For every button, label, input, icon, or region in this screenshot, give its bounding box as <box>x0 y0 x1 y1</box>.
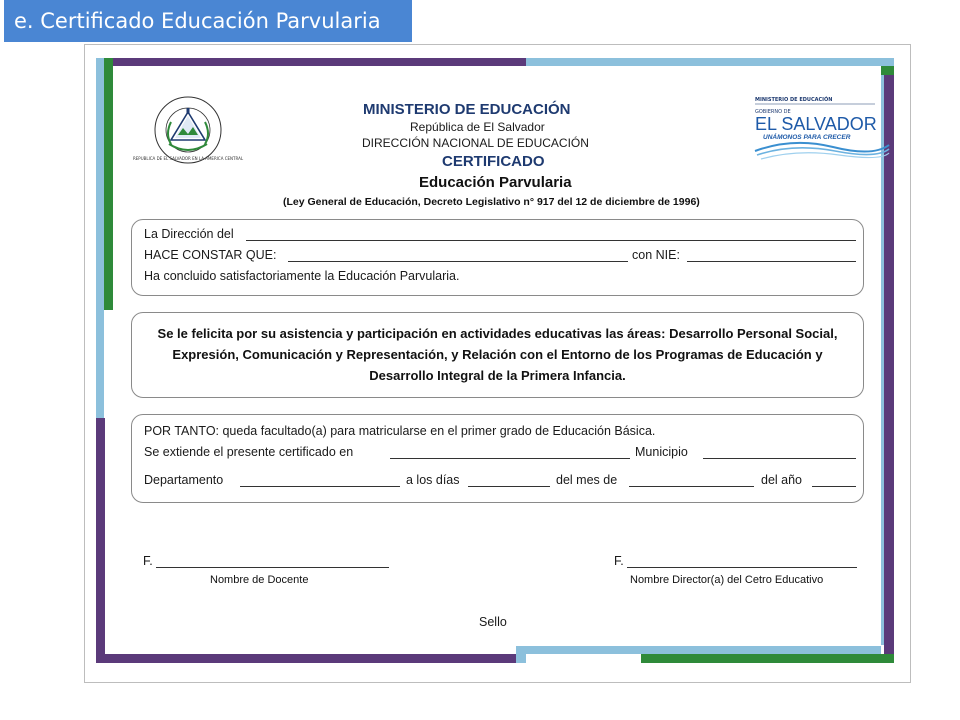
box-constancia <box>131 219 864 296</box>
label-anio: del año <box>761 473 803 487</box>
box-felicitacion <box>131 312 864 398</box>
logo-pais: EL SALVADOR <box>755 114 877 134</box>
field-anio[interactable] <box>812 486 856 487</box>
slide-title: e. Certificado Educación Parvularia <box>4 0 412 42</box>
header-republica: República de El Salvador <box>410 120 545 134</box>
text-por-tanto: POR TANTO: queda facultado(a) para matricularse en el primer grado de Educación Básica. <box>144 424 656 438</box>
border-left-purple <box>96 418 105 663</box>
logo-ministerio: MINISTERIO DE EDUCACIÓN <box>755 97 833 103</box>
border-bottom-purple <box>96 654 516 663</box>
box-por-tanto <box>131 414 864 503</box>
gobierno-el-salvador-logo <box>753 93 893 163</box>
header-nivel: Educación Parvularia <box>419 174 572 191</box>
label-mes: del mes de <box>556 473 618 487</box>
border-left-green <box>104 58 113 310</box>
label-extiende: Se extiende el presente certificado en <box>144 445 354 459</box>
field-departamento[interactable] <box>240 486 400 487</box>
label-nie: con NIE: <box>632 248 680 262</box>
border-bottom-green <box>641 654 894 663</box>
sello-label: Sello <box>479 615 507 629</box>
label-departamento: Departamento <box>144 473 224 487</box>
field-nie[interactable] <box>687 261 856 262</box>
signature-docente-line[interactable] <box>156 567 389 568</box>
border-bottom-lightblue <box>526 646 881 654</box>
sig-right-prefix: F. <box>614 554 624 568</box>
field-nombre[interactable] <box>288 261 628 262</box>
label-direccion: La Dirección del <box>144 227 234 241</box>
field-mes[interactable] <box>629 486 754 487</box>
sig-left-prefix: F. <box>143 554 153 568</box>
text-felicitacion: Se le felicita por su asistencia y participación en actividades educativas las áreas: Desarrollo Personal Social, Expresión, Comunicación y Representación, y Relación con el Entorno de los Programas de Educación y Desarrollo Integral de la Primera Infancia. <box>157 326 838 383</box>
field-dias[interactable] <box>468 486 550 487</box>
text-concluido: Ha concluido satisfactoriamente la Educación Parvularia. <box>144 269 460 283</box>
label-hace-constar: HACE CONSTAR QUE: <box>144 248 277 262</box>
sig-right-label: Nombre Director(a) del Cetro Educativo <box>630 574 824 586</box>
header-direccion: DIRECCIÓN NACIONAL DE EDUCACIÓN <box>362 136 589 150</box>
border-top-purple <box>96 58 526 66</box>
header-certificado: CERTIFICADO <box>442 153 545 170</box>
border-top-lightblue-3 <box>626 58 894 66</box>
label-municipio: Municipio <box>635 445 688 459</box>
certificate <box>96 58 894 663</box>
header-ministerio: MINISTERIO DE EDUCACIÓN <box>363 101 571 118</box>
sig-left-label: Nombre de Docente <box>210 574 309 586</box>
seal-text: REPUBLICA DE EL SALVADOR EN LA AMERICA CENTRAL <box>132 156 244 161</box>
border-bottom-lightblue-2 <box>516 646 526 663</box>
logo-gobierno: GOBIERNO DE <box>755 109 791 115</box>
logo-lema: UNÁMONOS PARA CRECER <box>763 134 851 141</box>
header-ley: (Ley General de Educación, Decreto Legislativo n° 917 del 12 de diciembre de 1996) <box>283 196 700 208</box>
border-left-lightblue <box>96 58 104 418</box>
coat-of-arms-icon <box>132 94 244 166</box>
signature-director-line[interactable] <box>627 567 857 568</box>
field-municipio[interactable] <box>703 458 856 459</box>
label-dias: a los días <box>406 473 460 487</box>
field-direccion[interactable] <box>246 240 856 241</box>
certificate-sheet <box>113 66 881 645</box>
field-lugar[interactable] <box>390 458 630 459</box>
border-top-lightblue <box>526 58 626 66</box>
border-right-purple <box>884 75 894 663</box>
